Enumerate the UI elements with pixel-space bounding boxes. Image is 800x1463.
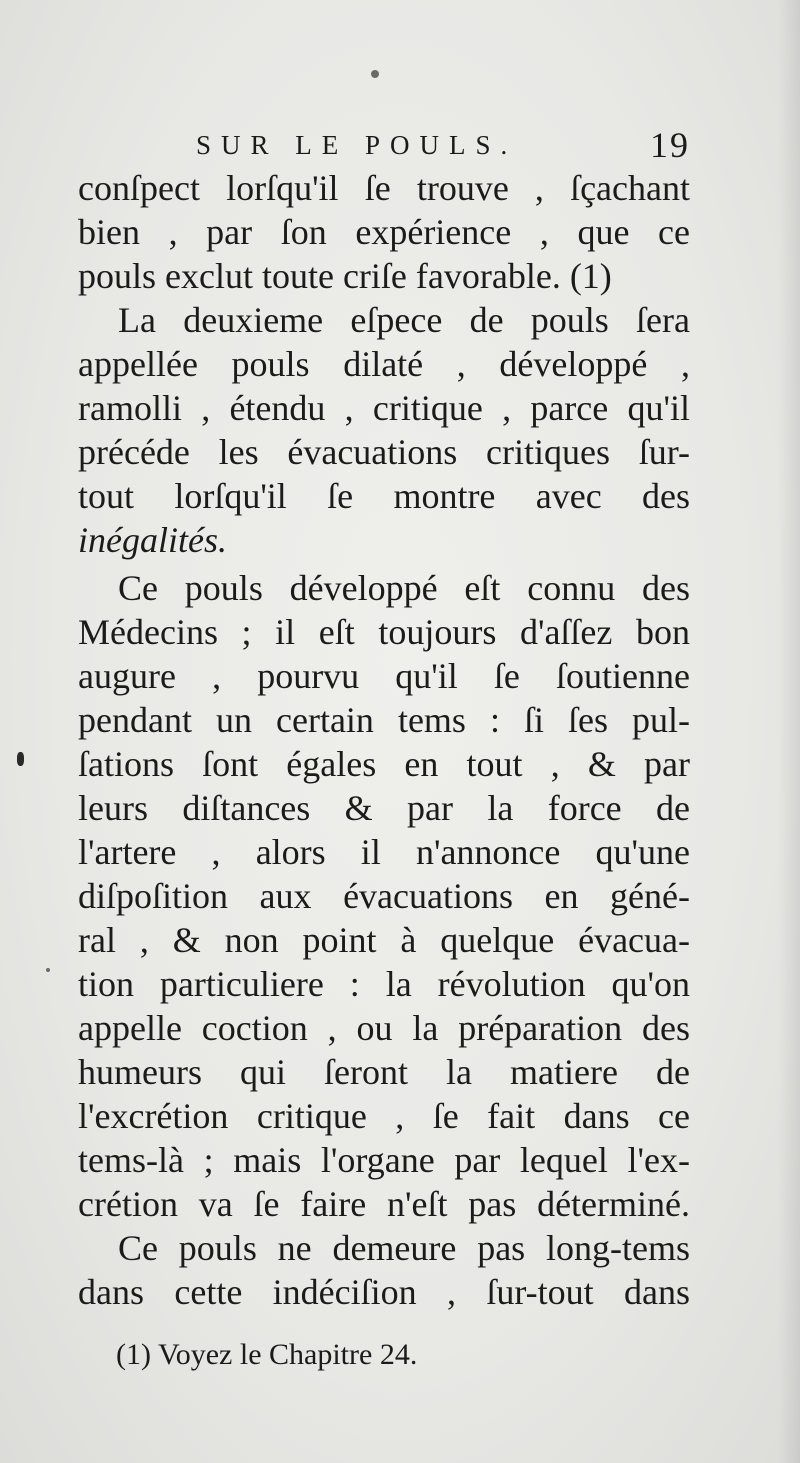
body-text	[78, 166, 690, 1314]
text-line: l'artere , alors il n'annonce qu'une	[78, 832, 690, 872]
ink-speck	[46, 968, 50, 972]
text-line: augure , pourvu qu'il ſe ſoutienne	[78, 656, 690, 696]
page-number: 19	[650, 125, 690, 165]
ink-speck	[17, 752, 24, 766]
text-line: conſpect lorſqu'il ſe trouve , ſçachant	[78, 168, 690, 208]
ink-speck	[371, 70, 379, 78]
text-line: ral , & non point à quelque évacua-	[78, 920, 690, 960]
text-line: pendant un certain tems : ſi ſes pul-	[78, 700, 690, 740]
text-line: tems-là ; mais l'organe par lequel l'ex-	[78, 1140, 690, 1180]
footnote: (1) Voyez le Chapitre 24.	[116, 1338, 418, 1371]
text-line: bien , par ſon expérience , que ce	[78, 212, 690, 252]
text-line: tion particuliere : la révolution qu'on	[78, 964, 690, 1004]
text-line: dans cette indéciſion , ſur-tout dans	[78, 1272, 690, 1312]
text-line: Ce pouls développé eſt connu des	[118, 568, 690, 608]
text-line: pouls exclut toute criſe favorable. (1)	[78, 256, 612, 296]
text-line: inégalités.	[78, 520, 227, 560]
text-line: tout lorſqu'il ſe montre avec des	[78, 476, 690, 516]
page-edge-shadow	[778, 0, 800, 1463]
text-line: humeurs qui ſeront la matiere de	[78, 1052, 690, 1092]
text-line: appellée pouls dilaté , développé ,	[78, 344, 690, 384]
text-line: l'excrétion critique , ſe fait dans ce	[78, 1096, 690, 1136]
text-line: La deuxieme eſpece de pouls ſera	[118, 300, 690, 340]
text-line: crétion va ſe faire n'eſt pas déterminé.	[78, 1184, 690, 1224]
text-line: appelle coction , ou la préparation des	[78, 1008, 690, 1048]
text-line: Médecins ; il eſt toujours d'aſſez bon	[78, 612, 690, 652]
text-line: diſpoſition aux évacuations en géné-	[78, 876, 690, 916]
text-line: ſations ſont égales en tout , & par	[78, 744, 690, 784]
text-line: leurs diſtances & par la force de	[78, 788, 690, 828]
text-line: ramolli , étendu , critique , parce qu'il	[78, 388, 690, 428]
page-header	[78, 122, 690, 172]
text-line: précéde les évacuations critiques ſur-	[78, 432, 690, 472]
text-line: Ce pouls ne demeure pas long-tems	[118, 1228, 690, 1268]
running-head: SUR LE POULS.	[196, 130, 518, 160]
